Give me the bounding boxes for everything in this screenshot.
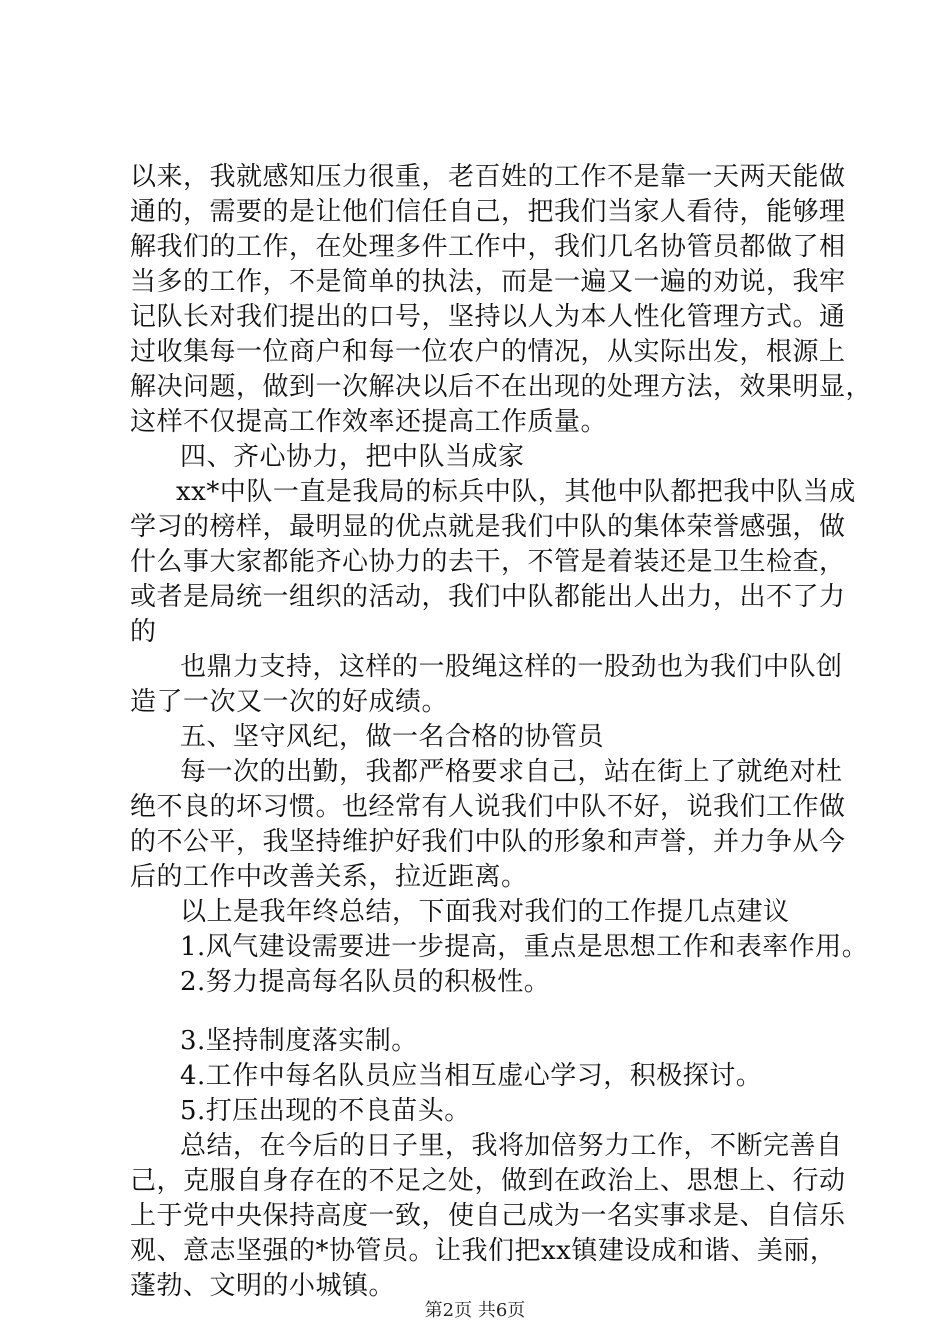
body-line: 总结，在今后的日子里，我将加倍努力工作，不断完善自 [180, 1131, 843, 1161]
section-heading: 五、坚守风纪，做一名合格的协管员 [180, 722, 605, 752]
body-line: 绝不良的坏习惯。也经常有人说我们中队不好，说我们工作做 [130, 792, 846, 822]
body-line: 什么事大家都能齐心协力的去干，不管是着装还是卫生检查， [130, 547, 846, 577]
list-item: 1.风气建设需要进一步提高，重点是思想工作和表率作用。 [180, 932, 869, 962]
body-line: 以来，我就感知压力很重，老百姓的工作不是靠一天两天能做 [130, 162, 846, 192]
list-item: 4.工作中每名队员应当相互虚心学习，积极探讨。 [180, 1061, 763, 1091]
body-line: 造了一次又一次的好成绩。 [130, 687, 449, 717]
list-item: 2.努力提高每名队员的积极性。 [180, 967, 551, 997]
body-line: 蓬勃、文明的小城镇。 [130, 1271, 396, 1301]
body-line: 观、意志坚强的*协管员。让我们把xx镇建设成和谐、美丽， [130, 1236, 837, 1266]
body-line: 己，克服自身存在的不足之处，做到在政治上、思想上、行动 [130, 1166, 846, 1196]
section-heading: 四、齐心协力，把中队当成家 [180, 442, 525, 472]
body-line: 每一次的出勤，我都严格要求自己，站在街上了就绝对杜 [180, 757, 843, 787]
page-footer: 第2页 共6页 [424, 1300, 526, 1321]
list-item: 3.坚持制度落实制。 [180, 1026, 418, 1056]
list-item: 5.打压出现的不良苗头。 [180, 1096, 471, 1126]
body-line: 解我们的工作，在处理多件工作中，我们几名协管员都做了相 [130, 232, 846, 262]
body-line: 上于党中央保持高度一致，使自己成为一名实事求是、自信乐 [130, 1201, 846, 1231]
body-line: 或者是局统一组织的活动，我们中队都能出人出力，出不了力 [130, 582, 846, 612]
body-line: 的不公平，我坚持维护好我们中队的形象和声誉，并力争从今 [130, 827, 846, 857]
body-line: 当多的工作，不是简单的执法，而是一遍又一遍的劝说，我牢 [130, 267, 846, 297]
body-line: xx*中队一直是我局的标兵中队，其他中队都把我中队当成 [176, 477, 856, 507]
body-line: 通的，需要的是让他们信任自己，把我们当家人看待，能够理 [130, 197, 846, 227]
body-line: 过收集每一位商户和每一位农户的情况，从实际出发，根源上 [130, 337, 846, 367]
body-line: 也鼎力支持，这样的一股绳这样的一股劲也为我们中队创 [180, 652, 843, 682]
body-line: 后的工作中改善关系，拉近距离。 [130, 862, 528, 892]
body-line: 以上是我年终总结，下面我对我们的工作提几点建议 [180, 897, 790, 927]
body-line: 的 [130, 617, 157, 647]
body-line: 解决问题，做到一次解决以后不在出现的处理方法，效果明显， [130, 372, 873, 402]
body-line: 学习的榜样，最明显的优点就是我们中队的集体荣誉感强，做 [130, 512, 846, 542]
body-line: 记队长对我们提出的口号，坚持以人为本人性化管理方式。通 [130, 302, 846, 332]
body-line: 这样不仅提高工作效率还提高工作质量。 [130, 407, 608, 437]
